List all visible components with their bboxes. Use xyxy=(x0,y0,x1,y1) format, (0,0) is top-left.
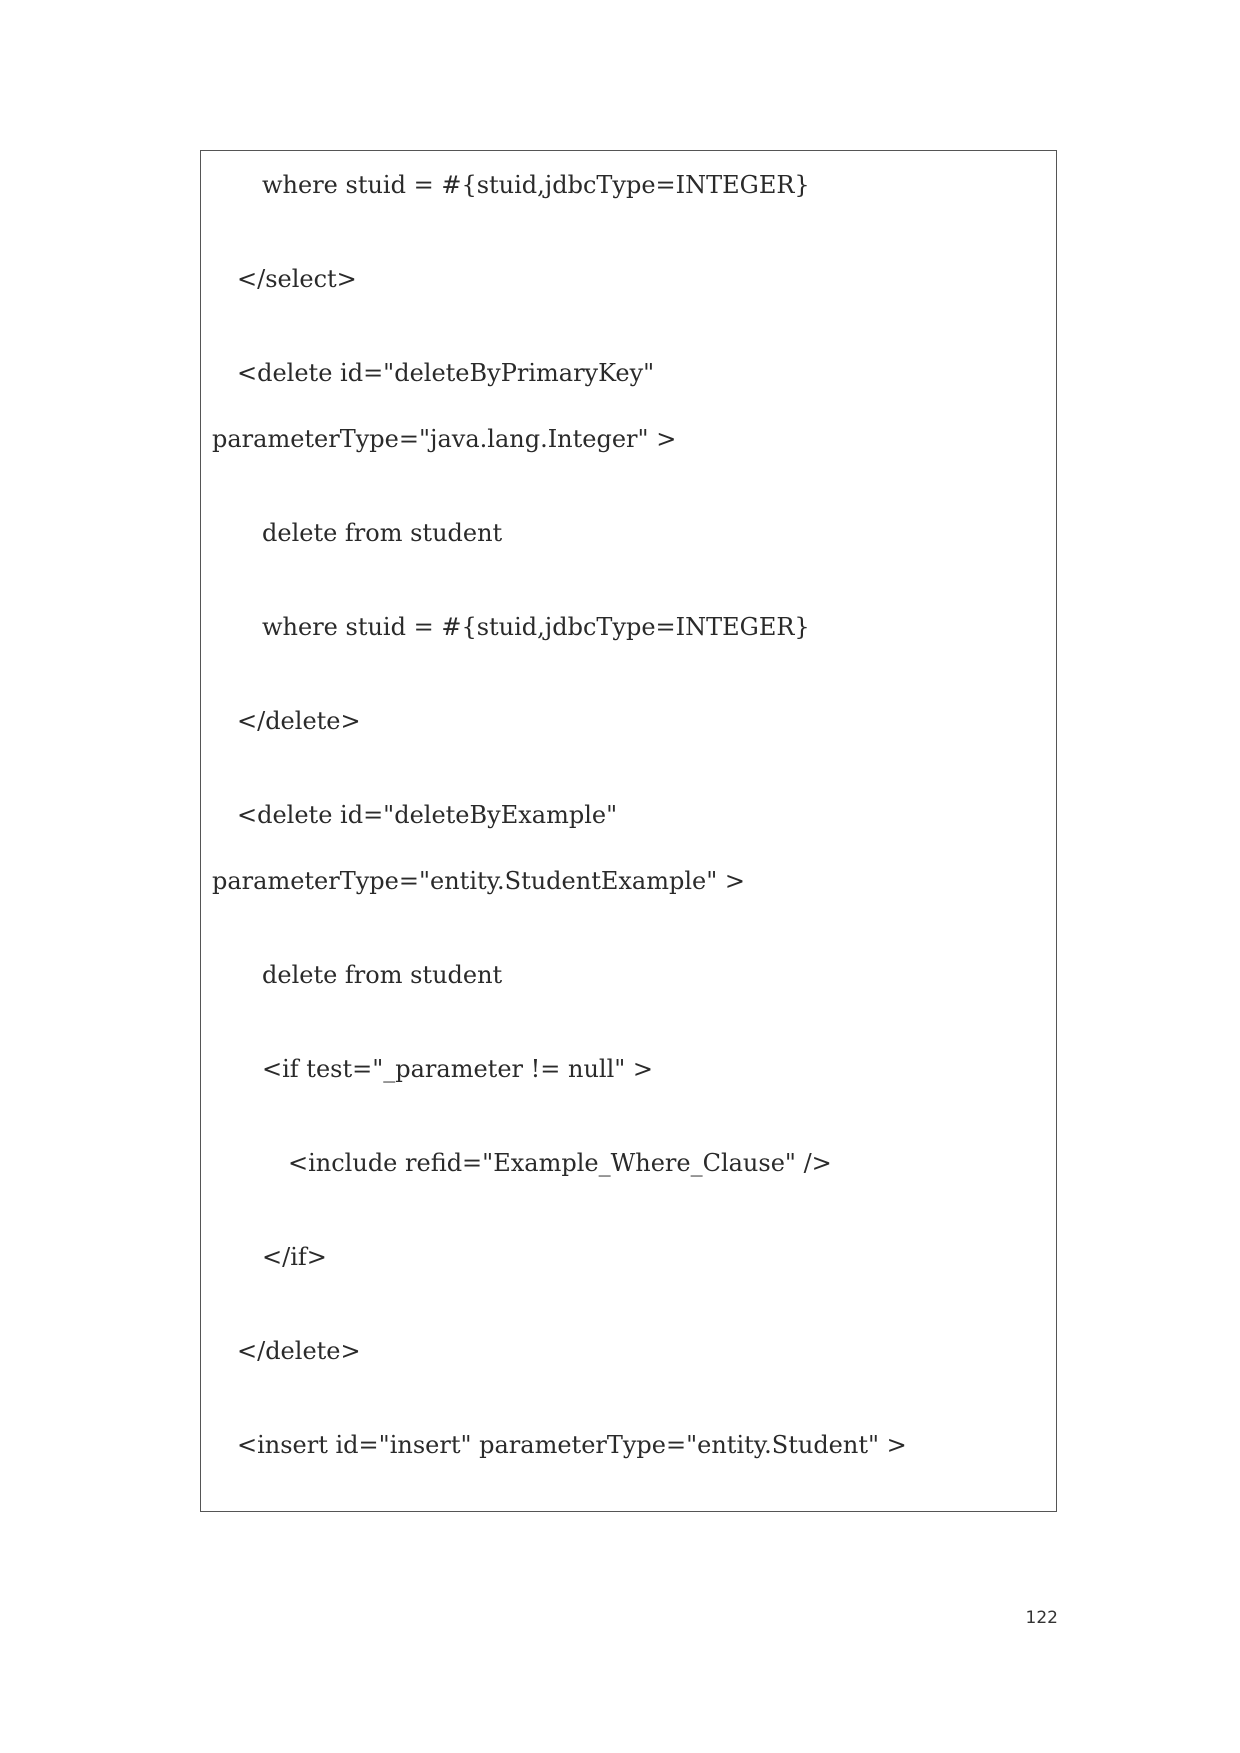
code-line: where stuid = #{stuid,jdbcType=INTEGER} xyxy=(262,171,810,199)
code-line: <insert id="insert" parameterType="entity.Student" > xyxy=(237,1431,907,1459)
code-line: </if> xyxy=(262,1243,327,1271)
page-number: 122 xyxy=(1025,1608,1058,1628)
code-line: parameterType="java.lang.Integer" > xyxy=(212,425,677,453)
code-line: </delete> xyxy=(237,1337,361,1365)
code-line: <delete id="deleteByPrimaryKey" xyxy=(237,359,655,387)
code-line: where stuid = #{stuid,jdbcType=INTEGER} xyxy=(262,613,810,641)
code-line: <if test="_parameter != null" > xyxy=(262,1055,654,1083)
code-line: </delete> xyxy=(237,707,361,735)
code-listing-box xyxy=(200,150,1057,1512)
code-line: delete from student xyxy=(262,519,503,547)
code-line: parameterType="entity.StudentExample" > xyxy=(212,867,745,895)
code-line: <include refid="Example_Where_Clause" /> xyxy=(288,1149,832,1177)
code-line: delete from student xyxy=(262,961,503,989)
code-line: <delete id="deleteByExample" xyxy=(237,801,618,829)
code-line: </select> xyxy=(237,265,357,293)
